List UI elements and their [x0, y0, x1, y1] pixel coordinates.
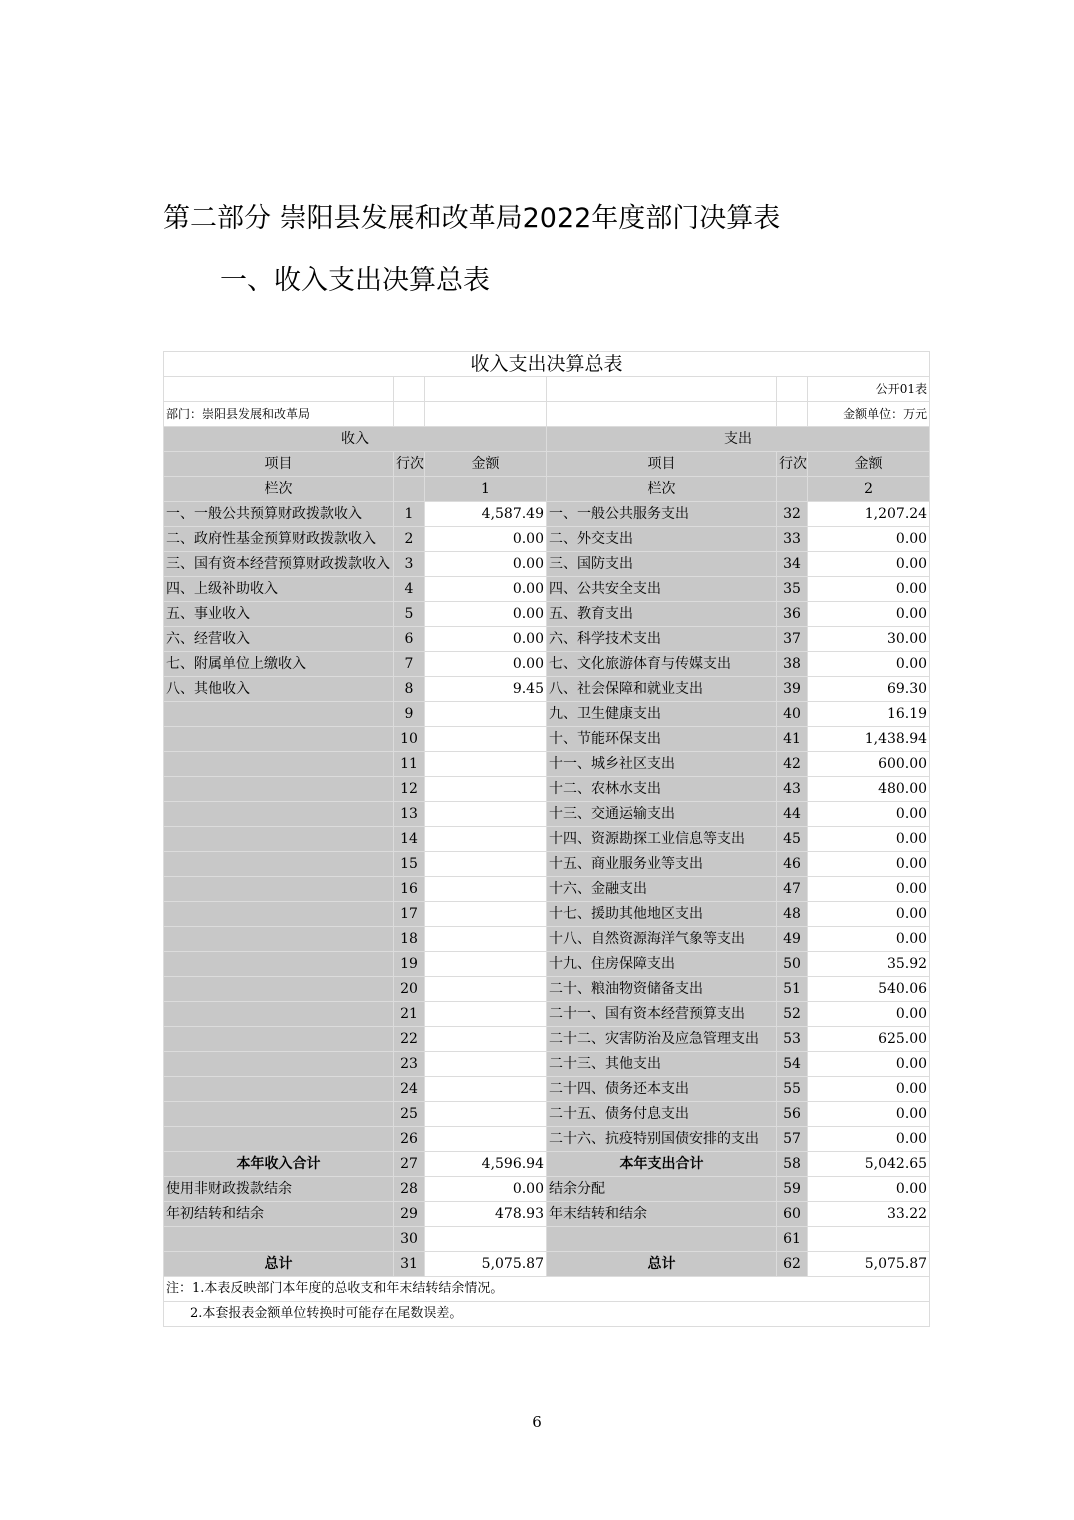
income-item: 六、经营收入 — [164, 627, 394, 652]
income-row-no: 9 — [394, 702, 425, 727]
expense-amount: 1,207.24 — [808, 502, 930, 527]
income-amount — [425, 777, 547, 802]
income-item — [164, 1127, 394, 1152]
income-amount: 9.45 — [425, 677, 547, 702]
income-amount: 0.00 — [425, 602, 547, 627]
expense-row-no: 55 — [777, 1077, 808, 1102]
income-amount — [425, 1227, 547, 1252]
income-amount: 0.00 — [425, 577, 547, 602]
table-row — [164, 577, 930, 602]
expense-item: 本年支出合计 — [547, 1152, 777, 1177]
table-row — [164, 1027, 930, 1052]
expense-amount: 0.00 — [808, 1077, 930, 1102]
table-row — [164, 1177, 930, 1202]
income-row-no: 20 — [394, 977, 425, 1002]
income-amount: 0.00 — [425, 552, 547, 577]
expense-amount: 540.06 — [808, 977, 930, 1002]
income-row-no: 6 — [394, 627, 425, 652]
expense-row-no: 32 — [777, 502, 808, 527]
expense-row-no: 43 — [777, 777, 808, 802]
note-row — [164, 1277, 930, 1302]
income-item — [164, 902, 394, 927]
income-amount — [425, 927, 547, 952]
expense-row-no: 47 — [777, 877, 808, 902]
table-row — [164, 627, 930, 652]
table-row — [164, 927, 930, 952]
expense-item: 年末结转和结余 — [547, 1202, 777, 1227]
amount-unit: 金额单位：万元 — [808, 402, 930, 427]
income-item: 五、事业收入 — [164, 602, 394, 627]
income-row-no: 24 — [394, 1077, 425, 1102]
table-row — [164, 1202, 930, 1227]
expense-item: 十六、金融支出 — [547, 877, 777, 902]
income-amount — [425, 877, 547, 902]
expense-amount: 0.00 — [808, 1127, 930, 1152]
income-amount — [425, 1027, 547, 1052]
expense-amount: 0.00 — [808, 1002, 930, 1027]
expense-item: 总计 — [547, 1252, 777, 1277]
income-item: 本年收入合计 — [164, 1152, 394, 1177]
expense-amount: 480.00 — [808, 777, 930, 802]
expense-item: 二十二、灾害防治及应急管理支出 — [547, 1027, 777, 1052]
expense-row-no: 62 — [777, 1252, 808, 1277]
table-row — [164, 1127, 930, 1152]
expense-item: 十、节能环保支出 — [547, 727, 777, 752]
expense-item: 十四、资源勘探工业信息等支出 — [547, 827, 777, 852]
total-row — [164, 1252, 930, 1277]
expense-row-no: 60 — [777, 1202, 808, 1227]
income-amount — [425, 727, 547, 752]
income-amount — [425, 977, 547, 1002]
section-heading: 一、收入支出决算总表 — [220, 265, 490, 296]
expense-item: 结余分配 — [547, 1177, 777, 1202]
table-row — [164, 902, 930, 927]
income-item — [164, 977, 394, 1002]
income-amount — [425, 1002, 547, 1027]
expense-row-no: 46 — [777, 852, 808, 877]
table-row — [164, 1227, 930, 1252]
expense-row-no: 59 — [777, 1177, 808, 1202]
expense-item: 六、科学技术支出 — [547, 627, 777, 652]
note-2: 2.本套报表金额单位转换时可能存在尾数误差。 — [164, 1302, 930, 1327]
income-amount — [425, 702, 547, 727]
col-row-income: 行次 — [394, 452, 425, 477]
side-header-row — [164, 427, 930, 452]
income-amount — [425, 1077, 547, 1102]
column-header-row — [164, 452, 930, 477]
table-row — [164, 777, 930, 802]
income-amount: 0.00 — [425, 1177, 547, 1202]
expense-row-no: 35 — [777, 577, 808, 602]
table-row — [164, 752, 930, 777]
form-number: 公开01表 — [808, 377, 930, 402]
note-row — [164, 1302, 930, 1327]
income-row-no: 7 — [394, 652, 425, 677]
department-row — [164, 402, 930, 427]
income-item — [164, 727, 394, 752]
expense-amount: 69.30 — [808, 677, 930, 702]
expense-amount: 0.00 — [808, 1177, 930, 1202]
income-amount — [425, 1102, 547, 1127]
income-amount — [425, 802, 547, 827]
income-amount — [425, 1127, 547, 1152]
expense-item: 九、卫生健康支出 — [547, 702, 777, 727]
expense-amount: 5,075.87 — [808, 1252, 930, 1277]
col-no-expense: 2 — [808, 477, 930, 502]
income-row-no: 22 — [394, 1027, 425, 1052]
table-row — [164, 702, 930, 727]
col-row-expense: 行次 — [777, 452, 808, 477]
expense-header: 支出 — [547, 427, 930, 452]
expense-row-no: 40 — [777, 702, 808, 727]
income-amount: 0.00 — [425, 652, 547, 677]
income-row-no: 5 — [394, 602, 425, 627]
col-amount-expense: 金额 — [808, 452, 930, 477]
income-row-no: 18 — [394, 927, 425, 952]
table-row — [164, 527, 930, 552]
expense-amount: 0.00 — [808, 527, 930, 552]
income-item — [164, 777, 394, 802]
expense-item: 二十六、抗疫特别国债安排的支出 — [547, 1127, 777, 1152]
department-label: 部门：崇阳县发展和改革局 — [164, 402, 394, 427]
expense-amount: 1,438.94 — [808, 727, 930, 752]
col-no-income: 1 — [425, 477, 547, 502]
income-row-no: 23 — [394, 1052, 425, 1077]
income-row-no: 17 — [394, 902, 425, 927]
expense-item: 二、外交支出 — [547, 527, 777, 552]
income-row-no: 27 — [394, 1152, 425, 1177]
table-title-row — [164, 352, 930, 377]
expense-row-no: 33 — [777, 527, 808, 552]
expense-row-no: 34 — [777, 552, 808, 577]
expense-amount: 625.00 — [808, 1027, 930, 1052]
expense-row-no: 56 — [777, 1102, 808, 1127]
col-label-expense: 栏次 — [547, 477, 777, 502]
income-item — [164, 852, 394, 877]
expense-amount: 0.00 — [808, 652, 930, 677]
table-row — [164, 552, 930, 577]
income-row-no: 21 — [394, 1002, 425, 1027]
income-amount: 4,596.94 — [425, 1152, 547, 1177]
income-row-no: 28 — [394, 1177, 425, 1202]
table-row — [164, 677, 930, 702]
expense-item: 二十三、其他支出 — [547, 1052, 777, 1077]
table-row — [164, 802, 930, 827]
expense-item: 四、公共安全支出 — [547, 577, 777, 602]
expense-amount: 30.00 — [808, 627, 930, 652]
expense-row-no: 42 — [777, 752, 808, 777]
income-item: 四、上级补助收入 — [164, 577, 394, 602]
col-item-expense: 项目 — [547, 452, 777, 477]
table-row — [164, 502, 930, 527]
income-row-no: 16 — [394, 877, 425, 902]
table-row — [164, 1002, 930, 1027]
expense-item: 八、社会保障和就业支出 — [547, 677, 777, 702]
table-row — [164, 1077, 930, 1102]
form-no-row — [164, 377, 930, 402]
expense-amount: 0.00 — [808, 1102, 930, 1127]
expense-amount: 600.00 — [808, 752, 930, 777]
expense-row-no: 58 — [777, 1152, 808, 1177]
income-amount: 0.00 — [425, 527, 547, 552]
expense-amount: 0.00 — [808, 852, 930, 877]
expense-row-no: 52 — [777, 1002, 808, 1027]
expense-row-no: 41 — [777, 727, 808, 752]
income-item: 七、附属单位上缴收入 — [164, 652, 394, 677]
income-item: 使用非财政拨款结余 — [164, 1177, 394, 1202]
income-item — [164, 1027, 394, 1052]
table-row — [164, 977, 930, 1002]
expense-row-no: 51 — [777, 977, 808, 1002]
expense-amount: 0.00 — [808, 552, 930, 577]
expense-item: 三、国防支出 — [547, 552, 777, 577]
expense-item: 十九、住房保障支出 — [547, 952, 777, 977]
income-item: 年初结转和结余 — [164, 1202, 394, 1227]
income-item: 二、政府性基金预算财政拨款收入 — [164, 527, 394, 552]
income-amount: 0.00 — [425, 627, 547, 652]
income-item: 八、其他收入 — [164, 677, 394, 702]
expense-item: 二十一、国有资本经营预算支出 — [547, 1002, 777, 1027]
income-row-no: 12 — [394, 777, 425, 802]
expense-item: 十三、交通运输支出 — [547, 802, 777, 827]
income-row-no: 2 — [394, 527, 425, 552]
income-row-no: 10 — [394, 727, 425, 752]
income-amount — [425, 852, 547, 877]
income-item: 总计 — [164, 1252, 394, 1277]
expense-amount: 0.00 — [808, 877, 930, 902]
col-label-income: 栏次 — [164, 477, 394, 502]
income-item: 一、一般公共预算财政拨款收入 — [164, 502, 394, 527]
note-1: 注：1.本表反映部门本年度的总收支和年末结转结余情况。 — [164, 1277, 930, 1302]
part-heading: 第二部分 崇阳县发展和改革局2022年度部门决算表 — [163, 203, 781, 234]
expense-row-no: 50 — [777, 952, 808, 977]
col-amount-income: 金额 — [425, 452, 547, 477]
expense-item: 十一、城乡社区支出 — [547, 752, 777, 777]
expense-item: 十七、援助其他地区支出 — [547, 902, 777, 927]
income-amount — [425, 1052, 547, 1077]
income-row-no: 1 — [394, 502, 425, 527]
column-number-row — [164, 477, 930, 502]
expense-amount: 0.00 — [808, 602, 930, 627]
income-amount — [425, 827, 547, 852]
table-row — [164, 877, 930, 902]
expense-item: 二十五、债务付息支出 — [547, 1102, 777, 1127]
income-amount: 478.93 — [425, 1202, 547, 1227]
income-row-no: 25 — [394, 1102, 425, 1127]
expense-amount: 33.22 — [808, 1202, 930, 1227]
expense-amount: 35.92 — [808, 952, 930, 977]
table-row — [164, 952, 930, 977]
expense-item: 十二、农林水支出 — [547, 777, 777, 802]
income-amount — [425, 952, 547, 977]
income-row-no: 31 — [394, 1252, 425, 1277]
income-item — [164, 1227, 394, 1252]
income-item — [164, 1052, 394, 1077]
expense-amount: 5,042.65 — [808, 1152, 930, 1177]
expense-amount: 0.00 — [808, 1052, 930, 1077]
income-amount: 4,587.49 — [425, 502, 547, 527]
table-row — [164, 602, 930, 627]
expense-row-no: 57 — [777, 1127, 808, 1152]
table-row — [164, 852, 930, 877]
expense-amount: 0.00 — [808, 577, 930, 602]
expense-row-no: 39 — [777, 677, 808, 702]
income-row-no: 14 — [394, 827, 425, 852]
income-expense-table — [163, 351, 930, 1327]
col-item-income: 项目 — [164, 452, 394, 477]
income-item — [164, 702, 394, 727]
expense-row-no: 44 — [777, 802, 808, 827]
expense-row-no: 54 — [777, 1052, 808, 1077]
expense-row-no: 61 — [777, 1227, 808, 1252]
table-row — [164, 652, 930, 677]
income-row-no: 15 — [394, 852, 425, 877]
expense-row-no: 49 — [777, 927, 808, 952]
expense-row-no: 45 — [777, 827, 808, 852]
income-item — [164, 802, 394, 827]
expense-item: 二十、粮油物资储备支出 — [547, 977, 777, 1002]
income-row-no: 8 — [394, 677, 425, 702]
income-amount: 5,075.87 — [425, 1252, 547, 1277]
expense-item: 十五、商业服务业等支出 — [547, 852, 777, 877]
income-item: 三、国有资本经营预算财政拨款收入 — [164, 552, 394, 577]
income-item — [164, 927, 394, 952]
expense-amount: 16.19 — [808, 702, 930, 727]
income-item — [164, 1077, 394, 1102]
expense-row-no: 38 — [777, 652, 808, 677]
income-row-no: 26 — [394, 1127, 425, 1152]
income-row-no: 11 — [394, 752, 425, 777]
income-amount — [425, 752, 547, 777]
income-row-no: 3 — [394, 552, 425, 577]
table-row — [164, 1052, 930, 1077]
table-row — [164, 727, 930, 752]
income-row-no: 29 — [394, 1202, 425, 1227]
expense-row-no: 36 — [777, 602, 808, 627]
income-row-no: 30 — [394, 1227, 425, 1252]
expense-item: 五、教育支出 — [547, 602, 777, 627]
expense-amount: 0.00 — [808, 927, 930, 952]
expense-item: 二十四、债务还本支出 — [547, 1077, 777, 1102]
income-item — [164, 877, 394, 902]
income-row-no: 4 — [394, 577, 425, 602]
income-item — [164, 827, 394, 852]
expense-amount: 0.00 — [808, 902, 930, 927]
income-amount — [425, 902, 547, 927]
expense-amount: 0.00 — [808, 827, 930, 852]
table-row — [164, 1102, 930, 1127]
income-row-no: 13 — [394, 802, 425, 827]
expense-item: 七、文化旅游体育与传媒支出 — [547, 652, 777, 677]
expense-item — [547, 1227, 777, 1252]
income-item — [164, 1102, 394, 1127]
table-title: 收入支出决算总表 — [164, 352, 930, 377]
table-row — [164, 827, 930, 852]
income-header: 收入 — [164, 427, 547, 452]
income-item — [164, 952, 394, 977]
expense-amount — [808, 1227, 930, 1252]
expense-row-no: 53 — [777, 1027, 808, 1052]
income-item — [164, 1002, 394, 1027]
page-number: 6 — [532, 1413, 542, 1431]
expense-row-no: 48 — [777, 902, 808, 927]
income-row-no: 19 — [394, 952, 425, 977]
subtotal-row — [164, 1152, 930, 1177]
expense-item: 一、一般公共服务支出 — [547, 502, 777, 527]
expense-row-no: 37 — [777, 627, 808, 652]
expense-amount: 0.00 — [808, 802, 930, 827]
income-item — [164, 752, 394, 777]
expense-item: 十八、自然资源海洋气象等支出 — [547, 927, 777, 952]
